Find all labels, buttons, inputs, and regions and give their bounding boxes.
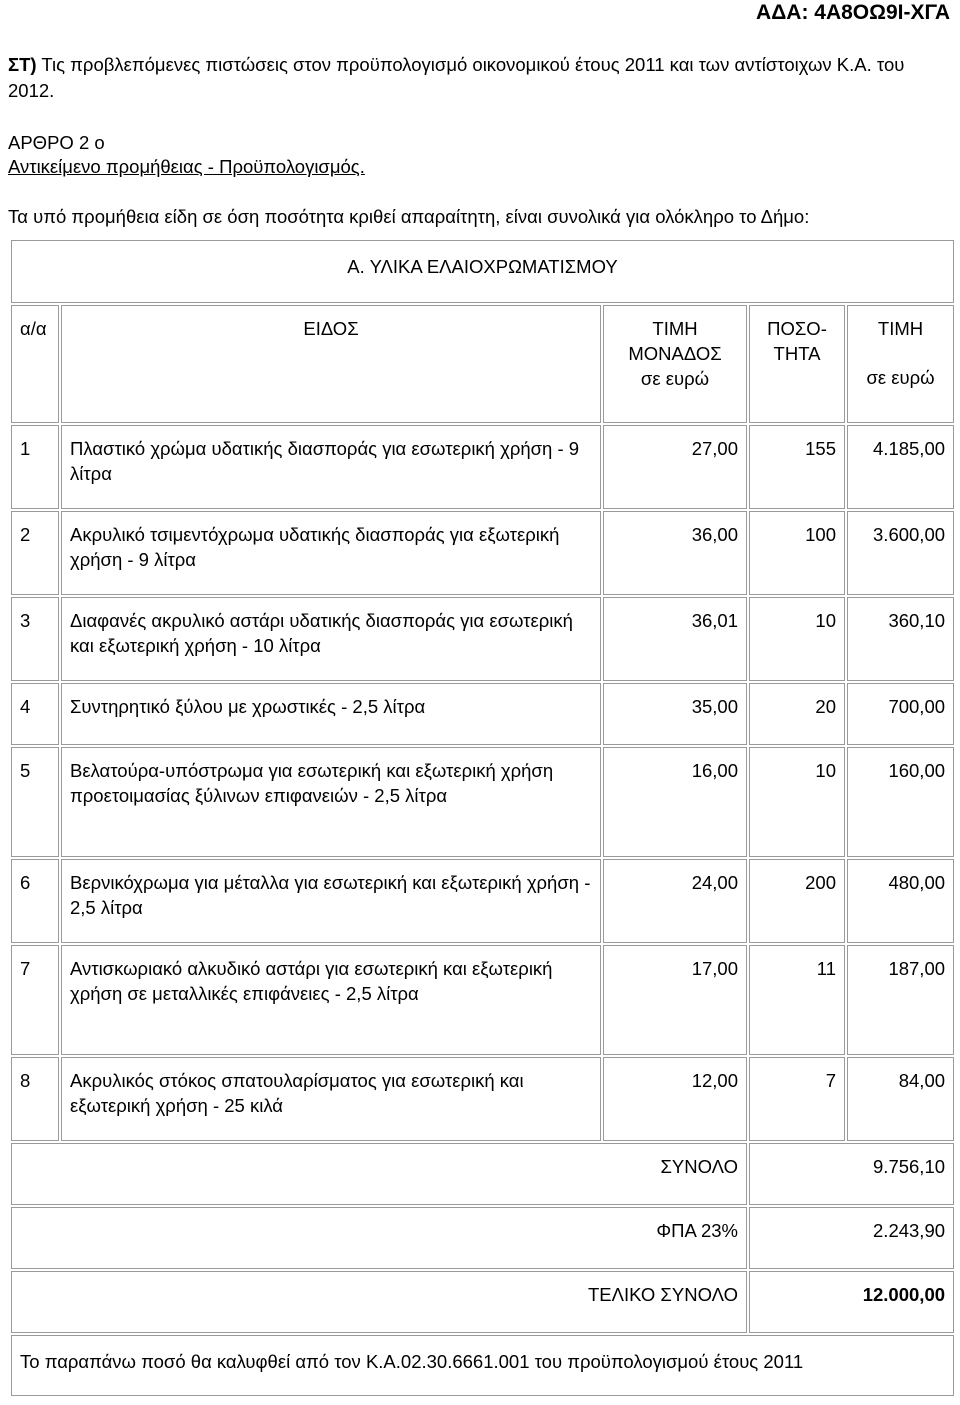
row-unit-price: 17,00 bbox=[603, 945, 747, 1055]
row-unit-price: 35,00 bbox=[603, 683, 747, 745]
footer-row bbox=[11, 1335, 954, 1396]
row-aa: 2 bbox=[11, 511, 59, 595]
table-row bbox=[11, 683, 954, 745]
row-quantity: 7 bbox=[749, 1057, 845, 1141]
row-quantity: 10 bbox=[749, 597, 845, 681]
col-header-price-line1: ΤΙΜΗ bbox=[877, 318, 924, 339]
description-text: Τα υπό προμήθεια είδη σε όση ποσότητα κριθεί απαραίτητη, είναι συνολικά για ολόκληρο το Δήμο: bbox=[8, 206, 810, 227]
row-item: Ακρυλικό τσιμεντόχρωμα υδατικής διασποράς για εξωτερική χρήση - 9 λίτρα bbox=[61, 511, 601, 595]
sum-value: 9.756,10 bbox=[749, 1143, 954, 1205]
row-unit-price: 27,00 bbox=[603, 425, 747, 509]
row-item: Συντηρητικό ξύλου με χρωστικές - 2,5 λίτρα bbox=[61, 683, 601, 745]
description bbox=[8, 204, 952, 230]
footer-note: Το παραπάνω ποσό θα καλυφθεί από τον Κ.Α.02.30.6661.001 του προϋπολογισμού έτους 2011 bbox=[11, 1335, 954, 1396]
col-header-aa: α/α bbox=[11, 305, 59, 423]
sum-label: ΣΥΝΟΛΟ bbox=[11, 1143, 747, 1205]
article-title bbox=[8, 130, 952, 156]
col-header-unit-price: ΤΙΜΗ ΜΟΝΑΔΟΣ σε ευρώ bbox=[603, 305, 747, 423]
row-unit-price: 36,00 bbox=[603, 511, 747, 595]
col-header-quantity: ΠΟΣΟ- ΤΗΤΑ bbox=[749, 305, 845, 423]
section-text: Τις προβλεπόμενες πιστώσεις στον προϋπολογισμό οικονομικού έτους 2011 και των αντίστοιχων Κ.Α. του 2012. bbox=[8, 54, 905, 101]
row-quantity: 11 bbox=[749, 945, 845, 1055]
row-quantity: 20 bbox=[749, 683, 845, 745]
article-title-text: ΑΡΘΡΟ 2 ο bbox=[8, 132, 105, 153]
row-unit-price: 12,00 bbox=[603, 1057, 747, 1141]
table-row bbox=[11, 511, 954, 595]
row-price: 4.185,00 bbox=[847, 425, 954, 509]
row-quantity: 100 bbox=[749, 511, 845, 595]
sum-row bbox=[11, 1143, 954, 1205]
row-price: 480,00 bbox=[847, 859, 954, 943]
final-total-row bbox=[11, 1271, 954, 1333]
row-aa: 1 bbox=[11, 425, 59, 509]
row-item: Πλαστικό χρώμα υδατικής διασποράς για εσωτερική χρήση - 9 λίτρα bbox=[61, 425, 601, 509]
row-aa: 4 bbox=[11, 683, 59, 745]
col-header-price bbox=[847, 305, 954, 423]
final-total-label: ΤΕΛΙΚΟ ΣΥΝΟΛΟ bbox=[11, 1271, 747, 1333]
vat-value: 2.243,90 bbox=[749, 1207, 954, 1269]
row-item: Διαφανές ακρυλικό αστάρι υδατικής διασποράς για εσωτερική και εξωτερική χρήση - 10 λίτρα bbox=[61, 597, 601, 681]
row-unit-price: 36,01 bbox=[603, 597, 747, 681]
row-item: Βερνικόχρωμα για μέταλλα για εσωτερική και εξωτερική χρήση - 2,5 λίτρα bbox=[61, 859, 601, 943]
row-aa: 8 bbox=[11, 1057, 59, 1141]
table-row bbox=[11, 859, 954, 943]
table-row bbox=[11, 747, 954, 857]
row-aa: 5 bbox=[11, 747, 59, 857]
row-aa: 3 bbox=[11, 597, 59, 681]
article-subtitle bbox=[8, 154, 952, 180]
table-header-row bbox=[11, 305, 954, 423]
row-quantity: 200 bbox=[749, 859, 845, 943]
row-quantity: 155 bbox=[749, 425, 845, 509]
table-row bbox=[11, 425, 954, 509]
row-item: Ακρυλικός στόκος σπατουλαρίσματος για εσωτερική και εξωτερική χρήση - 25 κιλά bbox=[61, 1057, 601, 1141]
article-subtitle-text: Αντικείμενο προμήθειας - Προϋπολογισμός. bbox=[8, 156, 365, 177]
row-price: 360,10 bbox=[847, 597, 954, 681]
table-row bbox=[11, 597, 954, 681]
row-price: 84,00 bbox=[847, 1057, 954, 1141]
row-item: Αντισκωριακό αλκυδικό αστάρι για εσωτερική και εξωτερική χρήση σε μεταλλικές επιφάνειες - 2,5 λίτρα bbox=[61, 945, 601, 1055]
section-paragraph bbox=[8, 52, 952, 104]
vat-row bbox=[11, 1207, 954, 1269]
table-row bbox=[11, 1057, 954, 1141]
row-price: 3.600,00 bbox=[847, 511, 954, 595]
row-quantity: 10 bbox=[749, 747, 845, 857]
section-marker: ΣΤ) bbox=[8, 54, 37, 75]
vat-label: ΦΠΑ 23% bbox=[11, 1207, 747, 1269]
row-unit-price: 24,00 bbox=[603, 859, 747, 943]
row-price: 187,00 bbox=[847, 945, 954, 1055]
final-total-value: 12.000,00 bbox=[749, 1271, 954, 1333]
col-header-item: ΕΙΔΟΣ bbox=[61, 305, 601, 423]
row-price: 160,00 bbox=[847, 747, 954, 857]
row-item: Βελατούρα-υπόστρωμα για εσωτερική και εξωτερική χρήση προετοιμασίας ξύλινων επιφανειών - 2,5 λίτρα bbox=[61, 747, 601, 857]
materials-table bbox=[9, 238, 952, 1398]
row-aa: 7 bbox=[11, 945, 59, 1055]
row-price: 700,00 bbox=[847, 683, 954, 745]
table-row bbox=[11, 945, 954, 1055]
col-header-price-line2: σε ευρώ bbox=[866, 367, 935, 388]
row-unit-price: 16,00 bbox=[603, 747, 747, 857]
table-title: Α. ΥΛΙΚΑ ΕΛΑΙΟΧΡΩΜΑΤΙΣΜΟΥ bbox=[11, 240, 954, 303]
ada-code: ΑΔΑ: 4Α8ΟΩ9Ι-ΧΓΑ bbox=[756, 1, 950, 24]
row-aa: 6 bbox=[11, 859, 59, 943]
